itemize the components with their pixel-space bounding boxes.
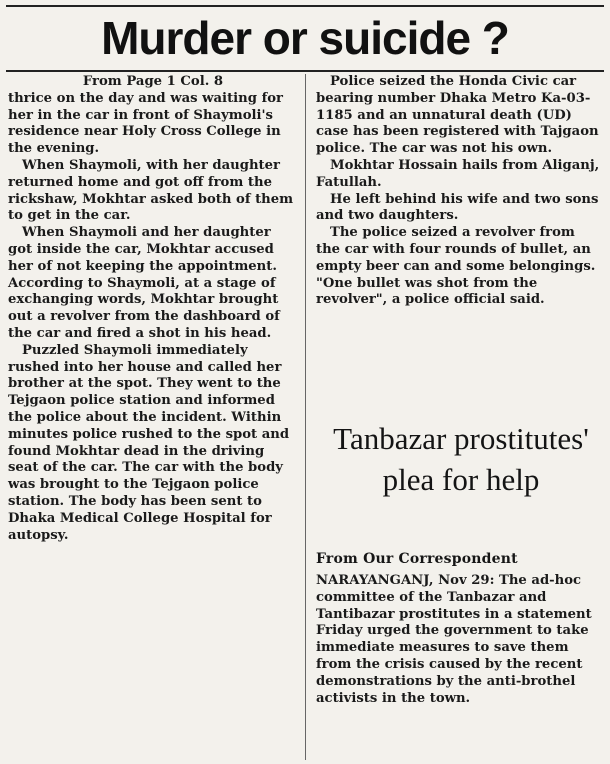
article-paragraph: When Shaymoli, with her daughter returned home and got off from the rickshaw, Mokhtar asked both of them to get in the car.: [8, 157, 294, 224]
headline-rule: [6, 70, 604, 72]
article-paragraph: Police seized the Honda Civic car bearing number Dhaka Metro Ka-03-1185 and an unnatural death (UD) case has been registered with Tajgaon police. The car was not his own.: [316, 74, 599, 157]
jump-line: From Page 1 Col. 8: [82, 74, 224, 89]
left-column: [8, 74, 298, 544]
main-headline: Murder or suicide ?: [101, 12, 509, 64]
article-paragraph: thrice on the day and was waiting for her in the car in front of Shaymoli's residence near Holy Cross College in the evening.: [8, 90, 283, 157]
article-paragraph: Puzzled Shaymoli immediately rushed into her house and called her brother at the spot. They went to the Tejgaon police station and informed the police about the incident. Within minutes police rushed to the spot and found Mokhtar dead in the driving seat of the car. The car with the body was brought to the Tejgaon police station. The body has been sent to Dhaka Medical College Hospital for autopsy.: [8, 342, 290, 543]
second-headline: Tanbazar prostitutes' plea for help: [333, 421, 589, 497]
article-paragraph: When Shaymoli and her daughter got inside the car, Mokhtar accused her of not keeping the appointment. According to Shaymoli, at a stage of exchanging words, Mokhtar brought out a revolver from the dashboard of the car and fired a shot in his head.: [8, 225, 280, 341]
right-column: [316, 74, 603, 309]
article-paragraph: He left behind his wife and two sons and two daughters.: [316, 191, 599, 224]
article-paragraph: The police seized a revolver from the car with four rounds of bullet, an empty beer can and some belongings. "One bullet was shot from the revolver", a police official said.: [316, 225, 596, 308]
second-story-body: NARAYANGANJ, Nov 29: The ad-hoc committee of the Tanbazar and Tantibazar prostitutes in a statement Friday urged the government to take immediate measures to save them from the crisis caused by the recent demonstrations by the anti-brothel activists in the town.: [316, 573, 592, 706]
top-border: [6, 5, 604, 7]
column-divider: [305, 74, 306, 760]
byline: From Our Correspondent: [316, 551, 518, 567]
article-paragraph: Mokhtar Hossain hails from Aliganj, Fatullah.: [316, 157, 600, 190]
